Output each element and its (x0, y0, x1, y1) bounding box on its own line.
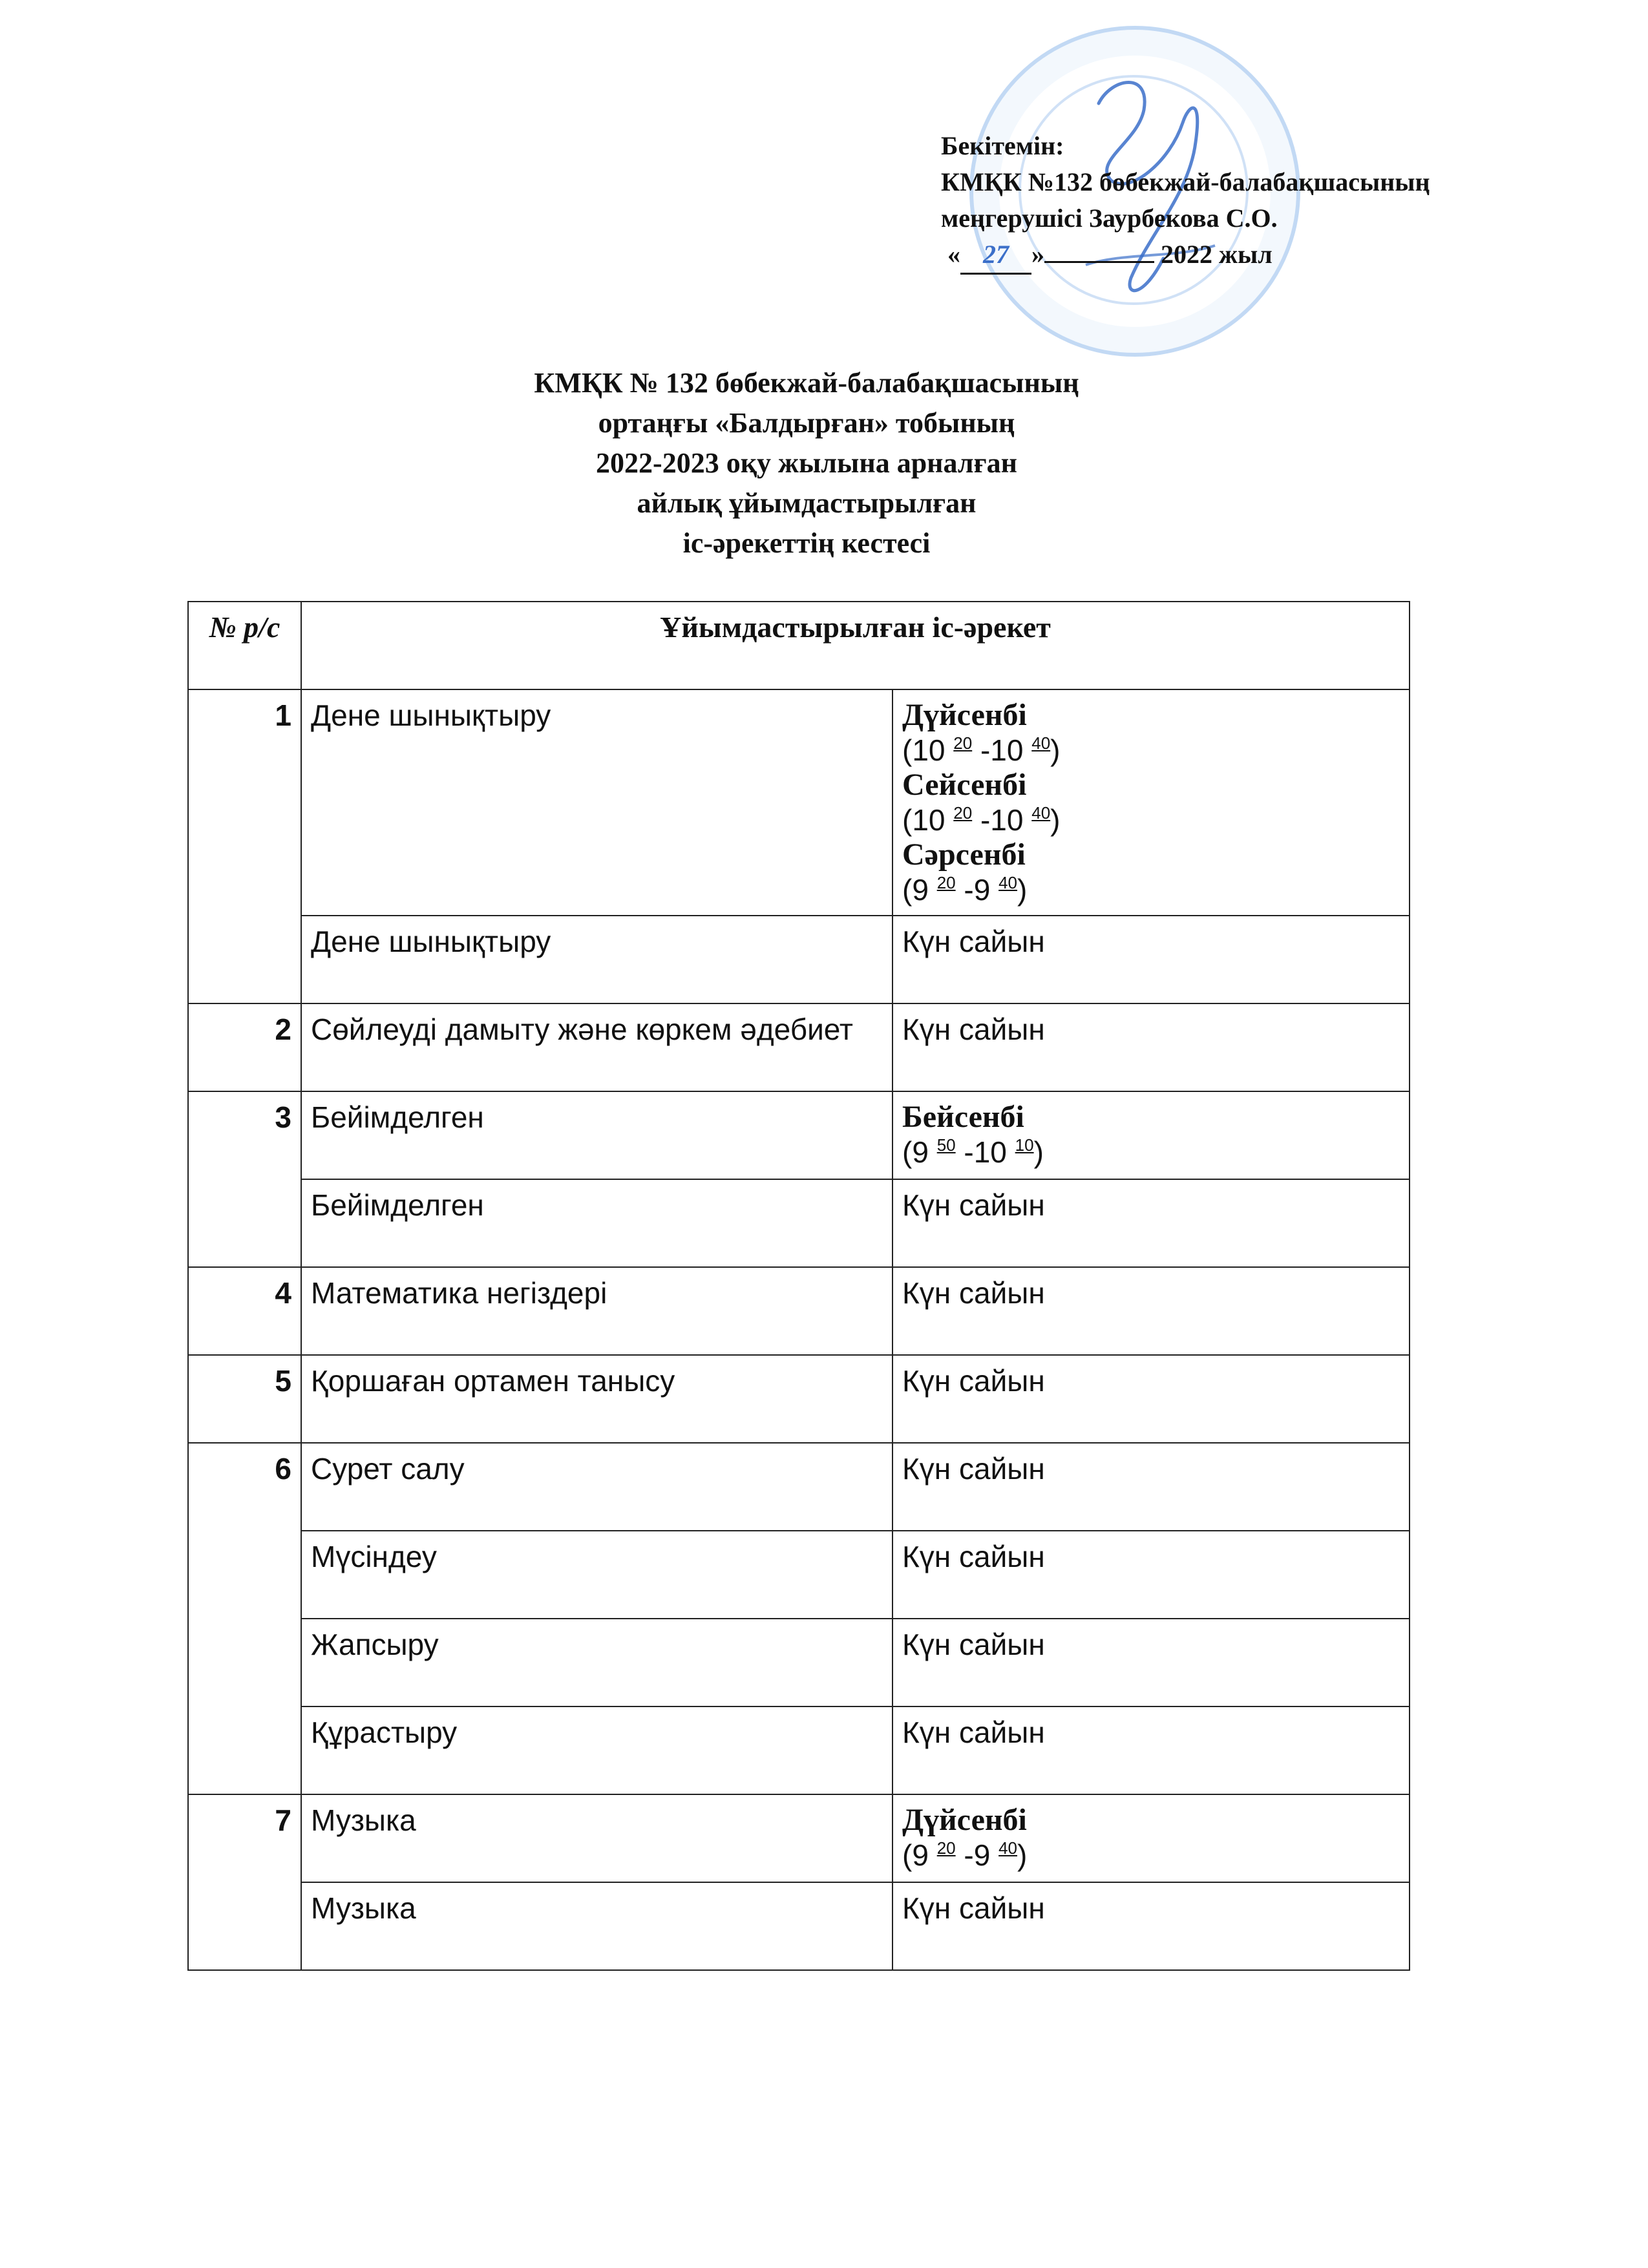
activity-name: Дене шынықтыру (301, 916, 893, 1003)
schedule-cell (893, 1794, 1410, 1882)
table-row (188, 1003, 1410, 1091)
row-number: 2 (188, 1003, 301, 1091)
schedule-cell (893, 1091, 1410, 1179)
weekday-label: Дүйсенбі (902, 1803, 1027, 1837)
time-end-hour: -10 (980, 733, 1024, 767)
title-line-4: айлық ұйымдастырылған (637, 487, 977, 519)
activity-name: Құрастыру (301, 1706, 893, 1794)
activity-name: Дене шынықтыру (301, 689, 893, 916)
time-start-hour: 9 (912, 1838, 929, 1872)
weekday-label: Бейсенбі (902, 1100, 1024, 1134)
table-row (188, 1706, 1410, 1794)
table-row (188, 1355, 1410, 1443)
time-end-hour: -10 (964, 1135, 1007, 1169)
approval-date-close-quote: » (1031, 240, 1044, 269)
frequency: Күн сайын (893, 1882, 1410, 1970)
frequency: Күн сайын (893, 1355, 1410, 1443)
table-row (188, 1091, 1410, 1179)
time-end-minutes: 40 (1031, 733, 1051, 753)
title-line-3: 2022-2023 оқу жылына арналған (596, 447, 1017, 479)
time-end-minutes: 40 (998, 1838, 1018, 1858)
time-start-hour: 10 (912, 733, 945, 767)
time-end-hour: -9 (964, 873, 991, 907)
time-end-hour: -10 (980, 803, 1024, 837)
frequency: Күн сайын (893, 1619, 1410, 1706)
frequency: Күн сайын (893, 1443, 1410, 1531)
time-range: (10 $^{20}$ -10 $^{40}$) (902, 733, 1061, 767)
table-row (188, 916, 1410, 1003)
time-range: (9 $^{20}$ -9 $^{40}$) (902, 1838, 1028, 1872)
activity-name: Мүсіндеу (301, 1531, 893, 1619)
frequency: Күн сайын (893, 1531, 1410, 1619)
time-end-minutes: 40 (1031, 803, 1051, 823)
table-row (188, 1267, 1410, 1355)
title-line-5: іс-әрекеттің кестесі (682, 527, 931, 559)
row-number: 1 (188, 689, 301, 1003)
table-row (188, 1179, 1410, 1267)
time-range: (9 $^{50}$ -10 $^{10}$) (902, 1135, 1044, 1169)
time-end-minutes: 10 (1015, 1135, 1034, 1155)
approval-organization: КМҚК №132 бөбекжай-балабақшасының (941, 167, 1430, 196)
activity-name: Жапсыру (301, 1619, 893, 1706)
time-range: (9 $^{20}$ -9 $^{40}$) (902, 873, 1028, 907)
activity-name: Бейімделген (301, 1091, 893, 1179)
approval-block (941, 128, 1430, 275)
schedule-table (187, 601, 1410, 1971)
approval-date-month-blank (1044, 261, 1154, 263)
activity-name: Бейімделген (301, 1179, 893, 1267)
approval-date-open-quote: « (947, 240, 960, 269)
header-activity: Ұйымдастырылған іс-әрекет (301, 602, 1410, 689)
table-header-row (188, 602, 1410, 689)
time-start-hour: 10 (912, 803, 945, 837)
weekday-label: Сәрсенбі (902, 837, 1026, 872)
row-number: 7 (188, 1794, 301, 1970)
frequency: Күн сайын (893, 1267, 1410, 1355)
time-start-minutes: 50 (936, 1135, 956, 1155)
table-row (188, 1619, 1410, 1706)
approval-date (941, 236, 1430, 275)
time-start-minutes: 20 (936, 1838, 956, 1858)
time-start-hour: 9 (912, 1135, 929, 1169)
row-number: 5 (188, 1355, 301, 1443)
frequency: Күн сайын (893, 1003, 1410, 1091)
weekday-label: Сейсенбі (902, 768, 1027, 802)
activity-name: Сурет салу (301, 1443, 893, 1531)
weekday-label: Дүйсенбі (902, 698, 1027, 732)
approval-heading: Бекітемін: (941, 131, 1064, 160)
row-number: 4 (188, 1267, 301, 1355)
schedule-cell (893, 689, 1410, 916)
activity-name: Математика негіздері (301, 1267, 893, 1355)
schedule-table-body (188, 689, 1410, 1970)
activity-name: Музыка (301, 1794, 893, 1882)
approval-director: меңгерушісі Заурбекова С.О. (941, 204, 1278, 233)
time-end-minutes: 40 (998, 873, 1018, 892)
frequency: Күн сайын (893, 1706, 1410, 1794)
frequency: Күн сайын (893, 916, 1410, 1003)
table-row (188, 1531, 1410, 1619)
table-row (188, 1443, 1410, 1531)
table-row (188, 689, 1410, 916)
approval-date-day: 27 (960, 236, 1031, 275)
activity-name: Музыка (301, 1882, 893, 1970)
time-end-hour: -9 (964, 1838, 991, 1872)
table-row (188, 1794, 1410, 1882)
document-title (362, 363, 1251, 563)
time-start-hour: 9 (912, 873, 929, 907)
row-number: 6 (188, 1443, 301, 1794)
time-start-minutes: 20 (936, 873, 956, 892)
activity-name: Сөйлеуді дамыту және көркем әдебиет (301, 1003, 893, 1091)
title-line-1: КМҚК № 132 бөбекжай-балабақшасының (534, 367, 1079, 399)
frequency: Күн сайын (893, 1179, 1410, 1267)
time-start-minutes: 20 (953, 733, 973, 753)
time-range: (10 $^{20}$ -10 $^{40}$) (902, 803, 1061, 837)
time-start-minutes: 20 (953, 803, 973, 823)
title-line-2: ортаңғы «Балдырған» тобының (598, 407, 1015, 439)
activity-name: Қоршаған ортамен танысу (301, 1355, 893, 1443)
header-number: № р/с (188, 602, 301, 689)
approval-date-year: 2022 жыл (1161, 240, 1273, 269)
row-number: 3 (188, 1091, 301, 1267)
table-row (188, 1882, 1410, 1970)
